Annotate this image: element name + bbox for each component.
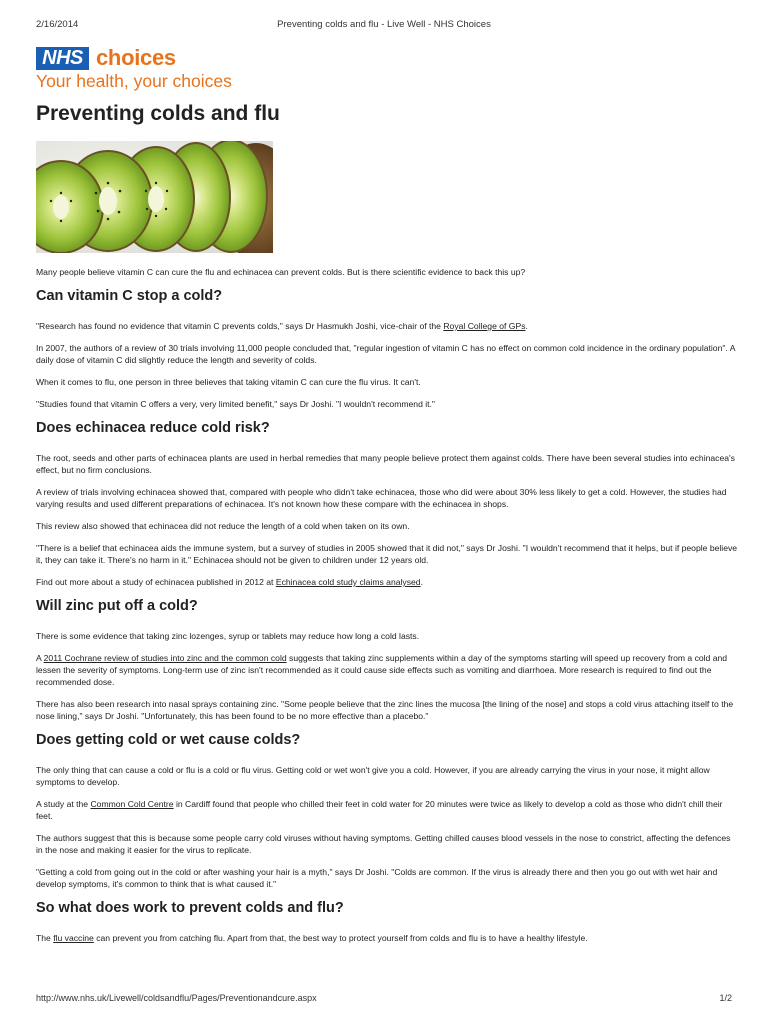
footer-url: http://www.nhs.uk/Livewell/coldsandflu/Pages/Preventionandcure.aspx <box>36 993 317 1003</box>
cochrane-review-link[interactable]: 2011 Cochrane review of studies into zinc and the common cold <box>43 653 287 663</box>
cold-wet-paragraph: The authors suggest that this is because some people carry cold viruses without having symptoms. Getting chilled causes blood vessels in the nose to constrict, affecting the defences in the nose and making it easier for the virus to replicate. <box>36 833 731 855</box>
print-title: Preventing colds and flu - Live Well - NHS Choices <box>277 19 491 30</box>
zinc-paragraph: There is some evidence that taking zinc lozenges, syrup or tablets may reduce how long a cold lasts. <box>36 631 420 641</box>
nhs-choices-logo[interactable] <box>36 47 296 93</box>
vitamin-c-paragraph <box>36 320 738 332</box>
paragraph-text: The <box>36 933 54 943</box>
paragraph-text: Find out more about a study of echinacea published in 2012 at <box>36 577 276 587</box>
paragraph-text: A study at the <box>36 799 91 809</box>
section-heading-what-works: So what does work to prevent colds and flu? <box>36 900 344 916</box>
choices-wordmark: choices <box>96 45 176 70</box>
echinacea-paragraph: The root, seeds and other parts of echinacea plants are used in herbal remedies that many people believe protect them against colds. There have been several studies into echinacea's effect, but no firm conclusions. <box>36 453 735 475</box>
zinc-paragraph: There has also been research into nasal sprays containing zinc. "Some people believe that the zinc lines the mucosa [the lining of the nose] and stops a cold virus attaching itself to the nose lining," says Dr Joshi. "Unfortunately, this has been found to be no more effective than a placebo." <box>36 699 734 721</box>
intro-paragraph: Many people believe vitamin C can cure the flu and echinacea can prevent colds. But is there scientific evidence to back this up? <box>36 267 526 277</box>
paragraph-text: A <box>36 653 44 663</box>
print-header <box>36 19 732 33</box>
echinacea-paragraph <box>36 576 738 588</box>
article-content <box>36 266 738 954</box>
flu-vaccine-link[interactable]: flu vaccine <box>53 933 94 943</box>
vitamin-c-paragraph: In 2007, the authors of a review of 30 trials involving 11,000 people concluded that, "regular ingestion of vitamin C has no effect on common cold incidence in the ordinary population". A daily dose of vitamin C did slightly reduce the length and severity of colds. <box>36 343 735 365</box>
paragraph-text: can prevent you from catching flu. Apart from that, the best way to protect yourself from colds and flu is to have a healthy lifestyle. <box>93 933 588 943</box>
paragraph-text: . <box>420 577 423 587</box>
what-works-paragraph <box>36 932 738 944</box>
paragraph-text: in Cardiff found that people who chilled their feet in cold water for 20 minutes were twice as likely to develop a cold as those who didn't chill their feet. <box>36 799 723 821</box>
footer-page-number: 1/2 <box>719 993 732 1003</box>
paragraph-text: suggests that taking zinc supplements within a day of the symptoms starting will speed up recovery from a cold and lessen the severity of symptoms. Long-term use of zinc isn't recommended as it could cause side effects such as vomiting and diarrhoea. More research is required to find out the recommended dose. <box>36 653 728 687</box>
logo-tagline: Your health, your choices <box>36 71 232 91</box>
zinc-paragraph <box>36 652 738 688</box>
vitamin-c-paragraph: "Studies found that vitamin C offers a very, very limited benefit," says Dr Joshi. "I wouldn't recommend it." <box>36 399 435 409</box>
section-heading-echinacea: Does echinacea reduce cold risk? <box>36 420 270 436</box>
vitamin-c-paragraph: When it comes to flu, one person in three believes that taking vitamin C can cure the flu virus. It can't. <box>36 377 421 387</box>
common-cold-centre-link[interactable]: Common Cold Centre <box>90 799 174 809</box>
paragraph-text: . <box>525 321 528 331</box>
nhs-logo-box: NHS <box>36 47 89 70</box>
cold-wet-paragraph: The only thing that can cause a cold or flu is a cold or flu virus. Getting cold or wet won't give you a cold. However, if you are already carrying the virus in your nose, it might allow symptoms to develop. <box>36 765 710 787</box>
section-heading-vitamin-c: Can vitamin C stop a cold? <box>36 288 223 304</box>
royal-college-link[interactable]: Royal College of GPs <box>443 321 526 331</box>
cold-wet-paragraph <box>36 798 738 822</box>
paragraph-text: "Research has found no evidence that vitamin C prevents colds," says Dr Hasmukh Joshi, vice-chair of the <box>36 321 444 331</box>
cold-wet-paragraph: "Getting a cold from going out in the cold or after washing your hair is a myth," says Dr Joshi. "Colds are common. If the virus is already there and then you go out with wet hair and develop symptoms, it's common to think that is what caused it." <box>36 867 718 889</box>
page-title: Preventing colds and flu <box>36 102 280 125</box>
echinacea-study-link[interactable]: Echinacea cold study claims analysed <box>275 577 421 587</box>
section-heading-cold-wet: Does getting cold or wet cause colds? <box>36 732 301 748</box>
section-heading-zinc: Will zinc put off a cold? <box>36 598 198 614</box>
echinacea-paragraph: A review of trials involving echinacea showed that, compared with people who didn't take echinacea, those who did were about 30% less likely to get a cold. However, the studies had varying results and used different preparations of echinacea. It's not known how these compare with the echinacea in shops. <box>36 487 727 509</box>
echinacea-paragraph: This review also showed that echinacea did not reduce the length of a cold when taken on its own. <box>36 521 410 531</box>
print-footer <box>36 993 732 1007</box>
echinacea-paragraph: "There is a belief that echinacea aids the immune system, but a survey of studies in 2005 showed that it did not," says Dr Joshi. "I wouldn't recommend that it helps, but if people believe it, they can take it. There's no harm in it." Echinacea should not be given to children under 12 years old. <box>36 543 738 565</box>
print-date: 2/16/2014 <box>36 19 79 30</box>
kiwi-hero-image <box>36 141 273 253</box>
kiwi-image <box>36 141 273 253</box>
